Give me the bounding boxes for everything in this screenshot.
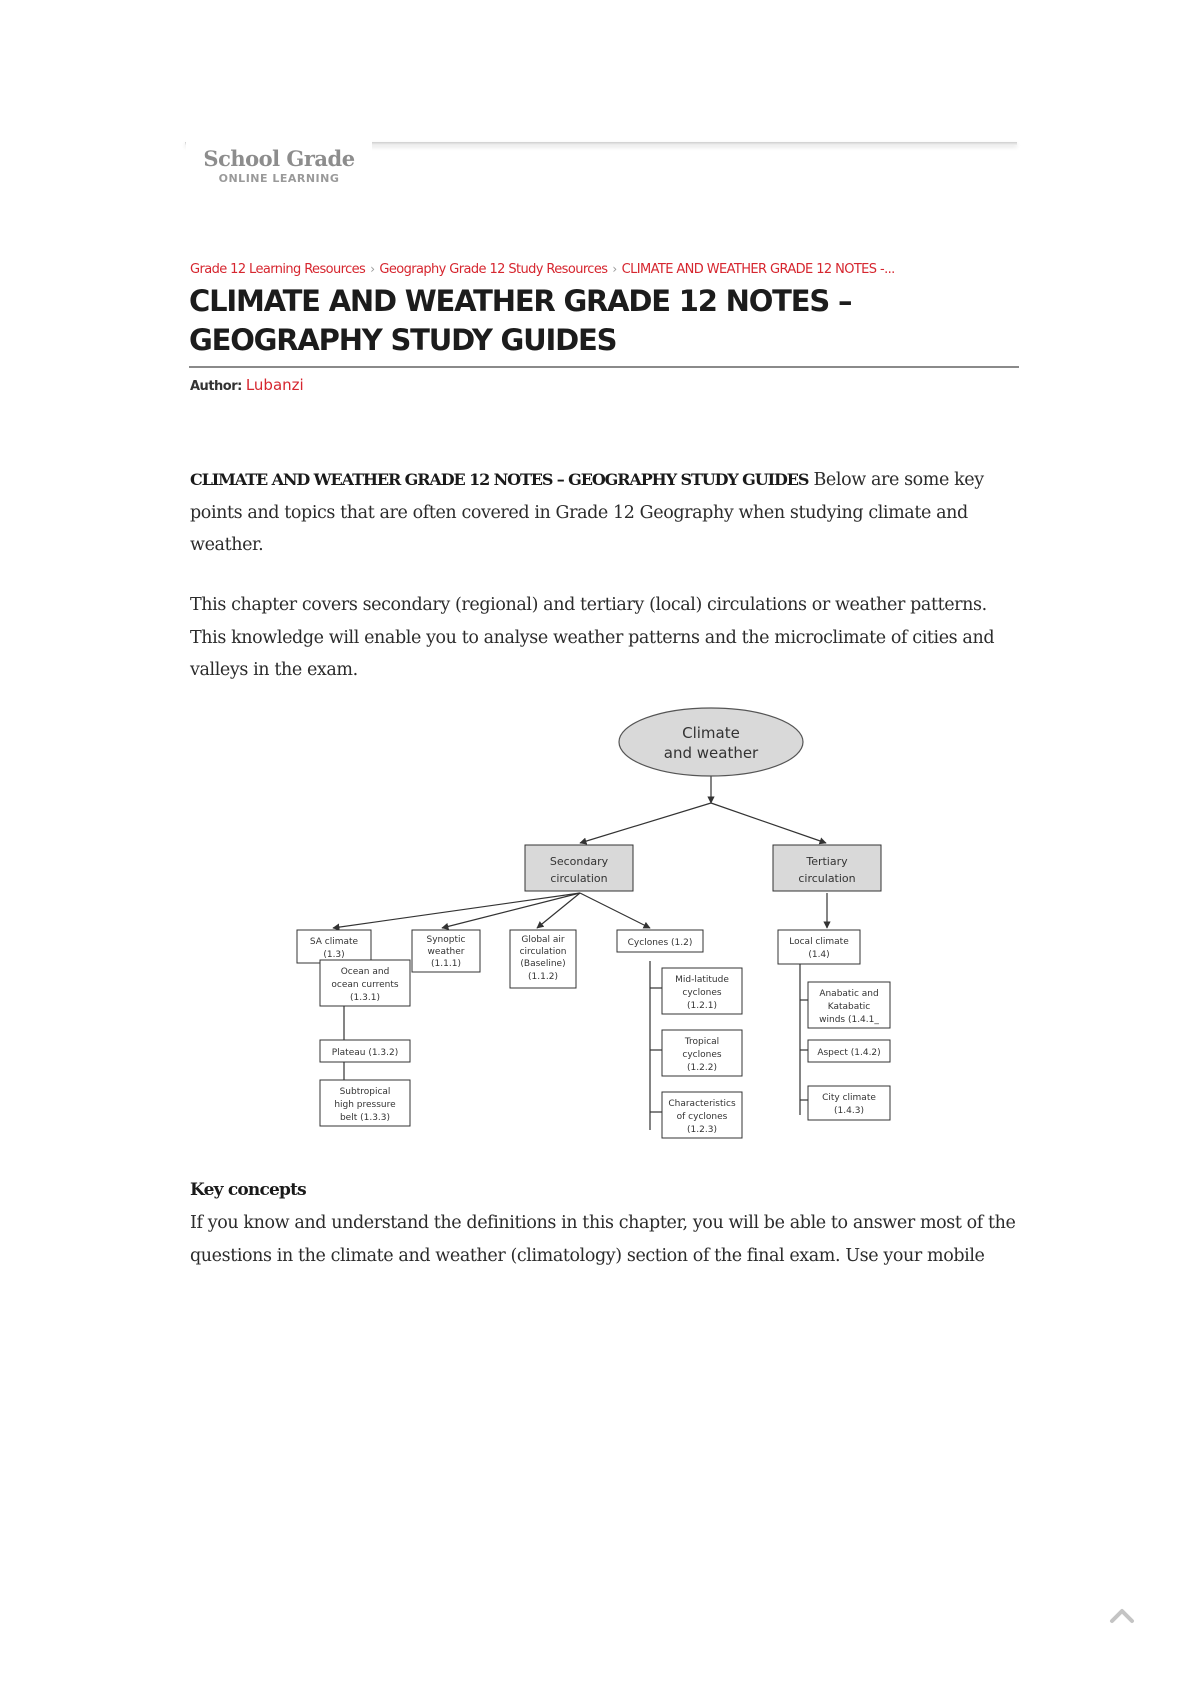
node-characteristics-line3: (1.2.3) — [687, 1125, 717, 1135]
logo-title: School Grade — [203, 146, 355, 171]
node-tertiary-line1: Tertiary — [806, 855, 848, 868]
site-logo[interactable] — [186, 138, 372, 200]
node-local-line1: Local climate — [789, 937, 849, 947]
node-cyclones-line1: Cyclones (1.2) — [627, 938, 693, 948]
node-root-line1: Climate — [682, 724, 740, 742]
page-title: CLIMATE AND WEATHER GRADE 12 NOTES – GEOGRAPHY STUDY GUIDES — [189, 284, 852, 357]
node-secondary-line2: circulation — [550, 872, 608, 885]
author-name-link[interactable]: Lubanzi — [245, 376, 304, 394]
intro-bold: CLIMATE AND WEATHER GRADE 12 NOTES – GEOGRAPHY STUDY GUIDES — [190, 470, 809, 489]
node-secondary-line1: Secondary — [549, 855, 609, 868]
node-synoptic-line2: weather — [427, 947, 465, 957]
intro-text: Below are some key points and topics that are often covered in Grade 12 Geography when studying climate and weather. — [190, 470, 984, 555]
scroll-to-top-button[interactable] — [1108, 1604, 1136, 1626]
node-sa-climate-line1: SA climate — [309, 937, 359, 947]
node-ocean-line2: ocean currents — [331, 980, 399, 990]
title-rule — [189, 366, 1019, 368]
node-synoptic-line1: Synoptic — [426, 935, 466, 945]
breadcrumb-current[interactable]: CLIMATE AND WEATHER GRADE 12 NOTES -... — [621, 262, 895, 277]
node-synoptic-line3: (1.1.1) — [431, 959, 461, 969]
chevron-up-icon — [1108, 1604, 1136, 1626]
node-anabatic-line3: winds (1.4.1_ — [819, 1015, 879, 1025]
node-tropical-line1: Tropical — [684, 1037, 720, 1047]
key-concepts-heading: Key concepts — [190, 1180, 306, 1200]
node-tertiary-line2: circulation — [798, 872, 856, 885]
node-tropical-line3: (1.2.2) — [687, 1063, 717, 1073]
author-label: Author: — [190, 379, 242, 394]
node-global-line3: (Baseline) — [520, 959, 566, 969]
node-global-line4: (1.1.2) — [528, 972, 558, 982]
node-city-line1: City climate — [822, 1093, 876, 1103]
node-ocean-line1: Ocean and — [340, 967, 390, 977]
node-anabatic-line2: Katabatic — [827, 1002, 871, 1012]
node-global-line2: circulation — [519, 947, 567, 957]
node-ocean-line3: (1.3.1) — [350, 993, 380, 1003]
node-root — [619, 708, 803, 776]
node-sa-climate-line2: (1.3) — [323, 950, 345, 960]
climate-weather-diagram — [290, 700, 910, 1150]
node-subtropical-line1: Subtropical — [339, 1087, 391, 1097]
node-midlat-line3: (1.2.1) — [687, 1001, 717, 1011]
breadcrumb-separator: › — [612, 262, 617, 276]
node-midlat-line1: Mid-latitude — [675, 975, 729, 985]
key-concepts-paragraph: If you know and understand the definitions in this chapter, you will be able to answer most of the questions in the climate and weather (climatology) section of the final exam. Use your mobile — [190, 1213, 1016, 1266]
node-subtropical-line3: belt (1.3.3) — [339, 1113, 391, 1123]
node-root-line2: and weather — [663, 744, 759, 762]
node-midlat-line2: cyclones — [682, 988, 722, 998]
node-aspect-line1: Aspect (1.4.2) — [817, 1048, 881, 1058]
intro-paragraph — [190, 464, 1020, 562]
breadcrumb-link-geography[interactable]: Geography Grade 12 Study Resources — [379, 262, 608, 277]
author-line — [190, 376, 304, 394]
node-characteristics-line2: of cyclones — [676, 1112, 728, 1122]
node-subtropical-line2: high pressure — [334, 1100, 396, 1110]
node-plateau-line1: Plateau (1.3.2) — [331, 1048, 399, 1058]
breadcrumb — [190, 262, 1030, 277]
breadcrumb-link-grade12[interactable]: Grade 12 Learning Resources — [190, 262, 366, 277]
node-local-line2: (1.4) — [808, 950, 830, 960]
node-city-line2: (1.4.3) — [834, 1106, 864, 1116]
node-tropical-line2: cyclones — [682, 1050, 722, 1060]
node-global-line1: Global air — [521, 935, 565, 945]
breadcrumb-separator: › — [370, 262, 375, 276]
logo-subtitle: ONLINE LEARNING — [218, 172, 340, 185]
node-anabatic-line1: Anabatic and — [819, 989, 879, 999]
chapter-paragraph: This chapter covers secondary (regional) and tertiary (local) circulations or weather patterns. This knowledge will enable you to analyse weather patterns and the microclimate of cities and valleys in the exam. — [190, 595, 995, 680]
node-characteristics-line1: Characteristics — [668, 1099, 736, 1109]
